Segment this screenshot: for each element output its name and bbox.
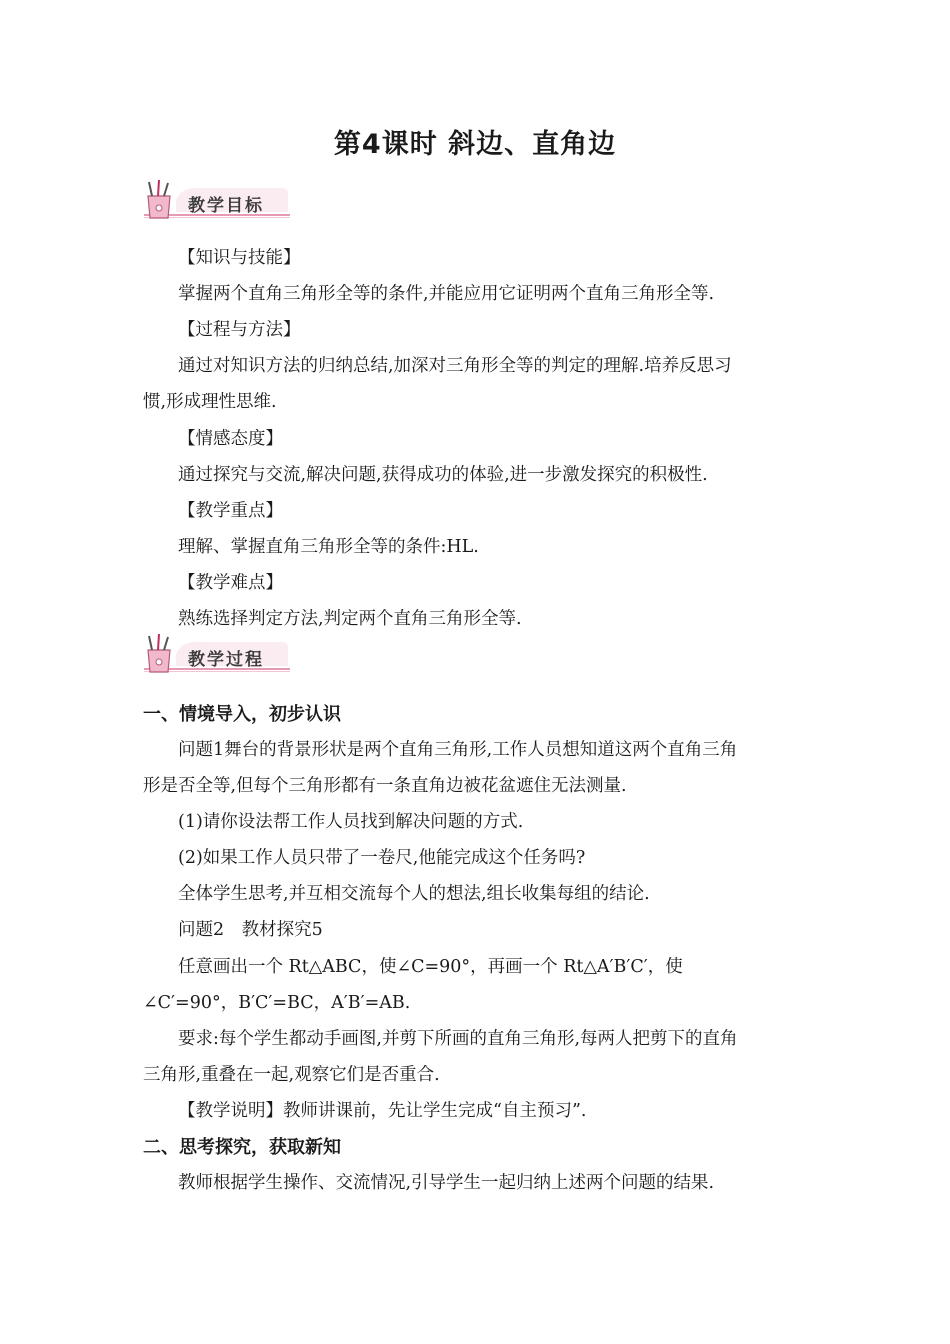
page-title: 第4课时 斜边、直角边 — [333, 129, 617, 160]
section-badge-label: 教学目标 — [188, 196, 264, 216]
paragraph-continuation: 三角形,重叠在一起,观察它们是否重合. — [143, 1065, 440, 1085]
subheading-key-point: 【教学重点】 — [178, 501, 283, 521]
section-heading-2: 二、思考探究，获取新知 — [143, 1137, 341, 1158]
paragraph: 要求:每个学生都动手画图,并剪下所画的直角三角形,每两人把剪下的直角 — [178, 1029, 738, 1049]
subheading-process: 【过程与方法】 — [178, 320, 301, 340]
paragraph: 通过探究与交流,解决问题,获得成功的体验,进一步激发探究的积极性. — [178, 465, 708, 485]
paragraph: 问题2 教材探究5 — [178, 920, 323, 940]
paragraph: 通过对知识方法的归纳总结,加深对三角形全等的判定的理解.培养反思习 — [178, 356, 732, 376]
list-item: (2)如果工作人员只带了一卷尺,他能完成这个任务吗? — [178, 848, 586, 868]
paragraph: 理解、掌握直角三角形全等的条件:HL. — [178, 537, 479, 557]
list-item: (1)请你设法帮工作人员找到解决问题的方式. — [178, 812, 524, 832]
section-heading-1: 一、情境导入，初步认识 — [143, 704, 341, 725]
paragraph-continuation: 惯,形成理性思维. — [143, 392, 277, 412]
paragraph: 问题1舞台的背景形状是两个直角三角形,工作人员想知道这两个直角三角 — [178, 740, 738, 760]
paragraph-continuation: ∠C′=90°，B′C′=BC，A′B′=AB. — [143, 993, 411, 1013]
subheading-difficulty: 【教学难点】 — [178, 573, 283, 593]
section-badge-process — [142, 632, 292, 680]
paragraph: 掌握两个直角三角形全等的条件,并能应用它证明两个直角三角形全等. — [178, 284, 715, 304]
paragraph: 熟练选择判定方法,判定两个直角三角形全等. — [178, 609, 522, 629]
teaching-note: 【教学说明】教师讲课前，先让学生完成“自主预习”. — [178, 1101, 587, 1121]
section-badge-label: 教学过程 — [188, 650, 264, 670]
paragraph-continuation: 形是否全等,但每个三角形都有一条直角边被花盆遮住无法测量. — [143, 776, 627, 796]
section-badge-objectives — [142, 178, 292, 226]
subheading-knowledge: 【知识与技能】 — [178, 248, 301, 268]
paragraph: 全体学生思考,并互相交流每个人的想法,组长收集每组的结论. — [178, 884, 650, 904]
subheading-attitude: 【情感态度】 — [178, 429, 283, 449]
paragraph: 教师根据学生操作、交流情况,引导学生一起归纳上述两个问题的结果. — [178, 1173, 715, 1193]
paragraph: 任意画出一个 Rt△ABC，使∠C=90°，再画一个 Rt△A′B′C′，使 — [178, 957, 683, 977]
